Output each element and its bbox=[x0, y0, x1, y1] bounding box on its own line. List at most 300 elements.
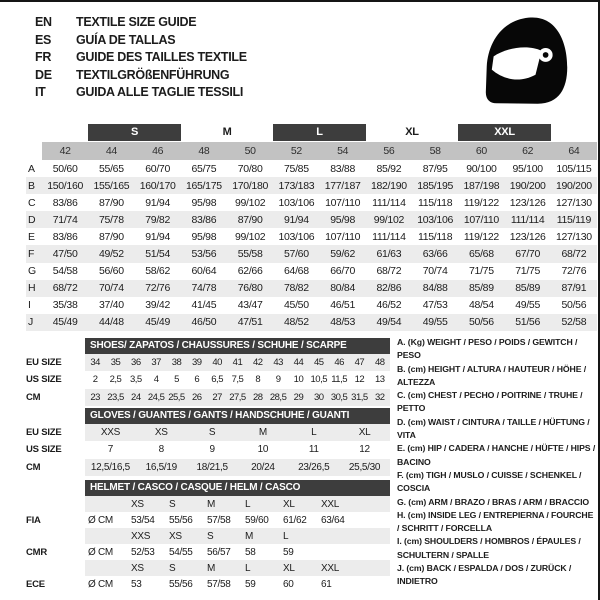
measurement-value: 173/183 bbox=[278, 179, 315, 192]
measurement-value: 85/89 bbox=[515, 282, 541, 295]
shoes-size-value: 37 bbox=[151, 357, 161, 369]
measurement-row-label: H bbox=[28, 282, 36, 295]
measurement-value: 41/45 bbox=[191, 299, 217, 312]
shoes-size-value: 6,5 bbox=[211, 374, 223, 386]
shoes-size-value: 39 bbox=[192, 357, 202, 369]
measurement-value: 170/180 bbox=[232, 179, 269, 192]
measurement-value: 45/50 bbox=[283, 299, 309, 312]
measurement-value: 55/58 bbox=[237, 248, 263, 261]
gloves-size-value: 23/26,5 bbox=[298, 461, 330, 473]
shoes-size-value: 28,5 bbox=[269, 391, 287, 403]
language-title: TEXTILGRÖßENFÜHRUNG bbox=[76, 67, 230, 82]
shoes-size-value: 27 bbox=[212, 391, 222, 403]
measurement-row bbox=[26, 194, 597, 211]
measurement-value: 70/74 bbox=[422, 265, 448, 278]
helmet-size-label: S bbox=[169, 498, 176, 510]
measurement-value: 52/58 bbox=[561, 316, 587, 329]
helmet-size-value: 53 bbox=[131, 578, 142, 590]
measurement-row bbox=[26, 160, 597, 177]
measurement-value: 115/118 bbox=[417, 196, 453, 209]
measurement-value: 85/92 bbox=[376, 162, 402, 175]
measurement-value: 103/106 bbox=[278, 230, 315, 243]
measurement-value: 83/86 bbox=[52, 196, 78, 209]
helmet-size-label: L bbox=[283, 530, 289, 542]
measurement-value: 127/130 bbox=[555, 230, 592, 243]
helmet-size-label: XXL bbox=[321, 562, 340, 574]
measurement-value: 83/86 bbox=[52, 230, 78, 243]
shoes-size-value: 13 bbox=[374, 374, 385, 386]
shoes-table-title: SHOES/ ZAPATOS / CHAUSSURES / SCHUHE / SCARPE bbox=[85, 338, 390, 354]
shoes-size-value: 43 bbox=[273, 357, 283, 369]
helmet-size-value: 54/55 bbox=[169, 546, 193, 558]
helmet-size-value: 55/56 bbox=[169, 514, 193, 526]
shoes-size-value: 5 bbox=[174, 374, 179, 386]
language-title: GUIDA ALLE TAGLIE TESSILI bbox=[76, 85, 244, 100]
gloves-size-value: 9 bbox=[209, 444, 215, 456]
measurement-row-label: B bbox=[28, 179, 35, 192]
measurement-value: 61/63 bbox=[376, 248, 402, 261]
shoes-size-value: 24,5 bbox=[147, 391, 165, 403]
measurement-row bbox=[26, 245, 597, 262]
helmet-size-row bbox=[26, 528, 390, 544]
helmet-size-value: 63/64 bbox=[321, 514, 345, 526]
measurement-value: 103/106 bbox=[278, 196, 315, 209]
measurement-value: 123/126 bbox=[509, 196, 546, 209]
measurement-row-label: G bbox=[28, 265, 36, 278]
shoes-size-value: 12 bbox=[354, 374, 365, 386]
size-number: 44 bbox=[88, 142, 134, 160]
measurement-value: 95/100 bbox=[512, 162, 543, 175]
measurement-value: 115/118 bbox=[417, 230, 453, 243]
measurement-value: 87/90 bbox=[98, 196, 124, 209]
measurement-value: 87/95 bbox=[422, 162, 448, 175]
size-number: 62 bbox=[505, 142, 551, 160]
gloves-size-value: 12,5/16,5 bbox=[90, 461, 130, 473]
measurement-value: 45/49 bbox=[52, 316, 78, 329]
language-code: EN bbox=[35, 15, 52, 29]
gloves-size-value: 10 bbox=[257, 444, 269, 456]
measurement-value: 95/98 bbox=[191, 230, 217, 243]
gloves-size-value: XL bbox=[358, 427, 371, 439]
measurement-value: 105/115 bbox=[556, 162, 592, 175]
language-list bbox=[35, 14, 247, 102]
shoes-size-value: 10 bbox=[293, 374, 304, 386]
language-code: FR bbox=[35, 50, 52, 65]
measurement-value: 49/52 bbox=[98, 248, 124, 261]
measurement-value: 111/114 bbox=[372, 230, 406, 243]
helmet-size-value: 57/58 bbox=[207, 514, 231, 526]
measurement-value: 190/200 bbox=[555, 179, 592, 192]
shoes-size-value: 8 bbox=[255, 374, 261, 386]
measurement-value: 187/198 bbox=[463, 179, 500, 192]
helmet-unit-label: Ø CM bbox=[88, 578, 113, 590]
shoes-size-value: 34 bbox=[90, 357, 100, 369]
measurement-value: 107/110 bbox=[325, 196, 361, 209]
measurement-value: 71/74 bbox=[52, 213, 78, 226]
shoes-size-value: 23 bbox=[90, 391, 100, 403]
measurement-value: 99/102 bbox=[234, 230, 266, 243]
helmet-size-label: S bbox=[207, 530, 214, 542]
helmet-size-label: M bbox=[207, 562, 216, 574]
gloves-table bbox=[26, 408, 390, 476]
measurement-value: 91/94 bbox=[145, 196, 171, 209]
measurement-value: 123/126 bbox=[509, 230, 546, 243]
helmet-size-label: XXL bbox=[321, 498, 340, 510]
size-number-row bbox=[26, 142, 597, 160]
measurement-value: 111/114 bbox=[372, 196, 406, 209]
measurement-value: 46/51 bbox=[330, 299, 356, 312]
gloves-size-value: 18/21,5 bbox=[196, 461, 228, 473]
language-row bbox=[35, 14, 247, 32]
shoes-size-value: 35 bbox=[110, 357, 121, 369]
gloves-row-label: US SIZE bbox=[26, 444, 62, 456]
measurement-value: 150/160 bbox=[47, 179, 84, 192]
measurement-value: 35/38 bbox=[52, 299, 78, 312]
size-number: 52 bbox=[273, 142, 319, 160]
shoes-size-value: 4 bbox=[153, 374, 159, 386]
gloves-size-value: 12 bbox=[359, 444, 370, 456]
measurement-value: 50/56 bbox=[468, 316, 494, 329]
measurement-value: 63/66 bbox=[422, 248, 448, 261]
measurement-value: 46/50 bbox=[191, 316, 217, 329]
main-size-table bbox=[26, 123, 597, 331]
measurement-value: 107/110 bbox=[463, 213, 499, 226]
measurement-row-label: F bbox=[28, 248, 35, 261]
size-number: 48 bbox=[181, 142, 227, 160]
measurement-value: 55/65 bbox=[98, 162, 124, 175]
legend-item: D. (cm) WAIST / CINTURA / TAILLE / HÜFTUNG / VITA bbox=[397, 416, 590, 441]
measurement-value: 48/53 bbox=[330, 316, 356, 329]
measurement-value: 80/84 bbox=[330, 282, 356, 295]
shoes-size-value: 41 bbox=[232, 357, 243, 369]
size-number: 58 bbox=[412, 142, 458, 160]
measurement-value: 68/72 bbox=[52, 282, 78, 295]
shoes-size-value: 46 bbox=[334, 357, 344, 369]
helmet-size-row bbox=[26, 496, 390, 512]
measurement-row bbox=[26, 314, 597, 331]
measurement-row-label: J bbox=[28, 316, 33, 329]
legend-item: I. (cm) SHOULDERS / HOMBROS / ÉPAULES / SCHULTERN / SPALLE bbox=[397, 536, 581, 560]
measurement-value: 60/70 bbox=[145, 162, 171, 175]
measurement-value: 68/72 bbox=[376, 265, 402, 278]
measurement-value: 51/54 bbox=[145, 248, 171, 261]
measurement-value: 79/82 bbox=[145, 213, 171, 226]
measurement-value: 47/50 bbox=[52, 248, 78, 261]
gloves-row bbox=[26, 424, 390, 441]
helmet-size-value: 59 bbox=[283, 546, 294, 558]
measurement-value: 71/75 bbox=[468, 265, 494, 278]
helmet-unit-label: Ø CM bbox=[88, 514, 113, 526]
measurement-value: 90/100 bbox=[466, 162, 497, 175]
helmet-size-value: 58 bbox=[245, 546, 256, 558]
language-row bbox=[35, 32, 247, 50]
gloves-size-value: L bbox=[311, 427, 317, 439]
measurement-value: 111/114 bbox=[510, 213, 545, 226]
legend-item: J. (cm) BACK / ESPALDA / DOS / ZURÜCK / INDIETRO bbox=[397, 563, 572, 587]
gloves-size-value: XS bbox=[154, 427, 168, 439]
measurement-row bbox=[26, 297, 597, 314]
measurement-value: 39/42 bbox=[145, 299, 171, 312]
shoes-size-value: 47 bbox=[354, 357, 365, 369]
measurement-value: 160/170 bbox=[139, 179, 176, 192]
gloves-size-value: 7 bbox=[107, 444, 114, 456]
measurement-value: 53/56 bbox=[191, 248, 217, 261]
measurement-value: 190/200 bbox=[509, 179, 546, 192]
shoes-size-value: 48 bbox=[374, 357, 385, 369]
legend-item: C. (cm) CHEST / PECHO / POITRINE / TRUHE / PETTO bbox=[397, 390, 583, 414]
size-band-m: M bbox=[222, 126, 232, 138]
helmet-size-label: M bbox=[245, 530, 254, 542]
helmet-size-value: 61/62 bbox=[283, 514, 307, 526]
measurement-value: 107/110 bbox=[325, 230, 361, 243]
shoes-size-value: 24 bbox=[131, 391, 141, 403]
measurement-value: 64/68 bbox=[283, 265, 309, 278]
measurement-value: 67/70 bbox=[515, 248, 541, 261]
shoes-size-value: 27,5 bbox=[229, 391, 246, 403]
shoes-size-value: 42 bbox=[253, 357, 263, 369]
shoes-size-value: 9 bbox=[275, 374, 281, 386]
shoes-row-label: US SIZE bbox=[26, 374, 62, 386]
gloves-size-value: 20/24 bbox=[251, 461, 275, 473]
helmet-size-label: M bbox=[207, 498, 216, 510]
size-band-xxl: XXL bbox=[458, 124, 551, 141]
gloves-table-title: GLOVES / GUANTES / GANTS / HANDSCHUHE / GUANTI bbox=[85, 408, 390, 424]
measurement-value: 65/75 bbox=[191, 162, 217, 175]
gloves-row bbox=[26, 441, 390, 458]
gloves-row-label: EU SIZE bbox=[26, 427, 62, 439]
gloves-size-value: 16,5/19 bbox=[145, 461, 177, 473]
language-row bbox=[35, 49, 247, 67]
helmet-size-value: 60 bbox=[283, 578, 294, 590]
measurement-row bbox=[26, 263, 597, 280]
legend-item: F. (cm) TIGH / MUSLO / CUISSE / SCHENKEL / COSCIA bbox=[397, 469, 582, 494]
measurement-row-label: A bbox=[28, 162, 35, 175]
measurement-value: 45/49 bbox=[145, 316, 171, 329]
measurement-value: 76/80 bbox=[237, 282, 263, 295]
size-band-l: L bbox=[273, 124, 366, 141]
shoes-row bbox=[26, 371, 390, 388]
helmet-standard-label: ECE bbox=[26, 578, 45, 590]
helmet-size-value: 53/54 bbox=[131, 514, 155, 526]
measurement-value: 99/102 bbox=[234, 196, 266, 209]
helmet-value-row bbox=[26, 544, 390, 560]
measurement-value: 49/54 bbox=[376, 316, 402, 329]
helmet-size-label: XS bbox=[131, 562, 144, 574]
racing-helmet-icon bbox=[478, 14, 570, 106]
gloves-size-value: M bbox=[258, 427, 267, 439]
shoes-size-value: 36 bbox=[131, 357, 141, 369]
helmet-size-value: 59 bbox=[245, 578, 256, 590]
measurement-value: 119/122 bbox=[463, 196, 499, 209]
measurement-value: 84/88 bbox=[422, 282, 448, 295]
shoes-row-label: CM bbox=[26, 391, 41, 403]
helmet-size-label: XL bbox=[283, 562, 295, 574]
measurement-value: 72/76 bbox=[561, 265, 587, 278]
size-number: 50 bbox=[227, 142, 273, 160]
helmet-size-value: 56/57 bbox=[207, 546, 231, 558]
measurement-value: 44/48 bbox=[98, 316, 124, 329]
language-code: DE bbox=[35, 67, 52, 82]
gloves-size-value: 25,5/30 bbox=[348, 461, 381, 473]
size-number: 46 bbox=[135, 142, 181, 160]
gloves-row bbox=[26, 459, 390, 476]
language-title: GUÍA DE TALLAS bbox=[76, 32, 176, 47]
language-title: GUIDE DES TAILLES TEXTILE bbox=[76, 50, 247, 65]
size-number: 42 bbox=[42, 142, 88, 160]
measurement-value: 60/64 bbox=[191, 265, 217, 278]
measurement-value: 87/90 bbox=[237, 213, 263, 226]
measurement-value: 56/60 bbox=[98, 265, 124, 278]
measurement-value: 54/58 bbox=[52, 265, 78, 278]
measurement-value: 83/88 bbox=[330, 162, 356, 175]
shoes-size-value: 29 bbox=[293, 391, 304, 403]
size-band-xl: XL bbox=[405, 126, 419, 138]
measurement-value: 91/94 bbox=[145, 230, 171, 243]
shoes-size-value: 40 bbox=[212, 357, 222, 369]
helmet-standard-label: FIA bbox=[26, 514, 41, 526]
helmet-size-label: XS bbox=[169, 530, 182, 542]
measurement-value: 71/75 bbox=[515, 265, 541, 278]
measurement-value: 65/68 bbox=[468, 248, 494, 261]
helmet-size-row bbox=[26, 560, 390, 576]
measurement-value: 70/80 bbox=[237, 162, 263, 175]
shoes-size-value: 28 bbox=[253, 391, 263, 403]
measurement-row bbox=[26, 228, 597, 245]
helmet-size-value: 52/53 bbox=[131, 546, 155, 558]
shoes-size-value: 2 bbox=[92, 374, 98, 386]
gloves-row-label: CM bbox=[26, 461, 41, 473]
legend-item: G. (cm) ARM / BRAZO / BRAS / ARM / BRACCIO bbox=[397, 496, 590, 507]
gloves-size-value: 8 bbox=[158, 444, 164, 456]
language-row bbox=[35, 84, 247, 102]
measurement-value: 75/85 bbox=[283, 162, 309, 175]
helmet-size-value: 55/56 bbox=[169, 578, 193, 590]
measurement-value: 66/70 bbox=[330, 265, 356, 278]
measurement-value: 47/51 bbox=[237, 316, 263, 329]
measurement-value: 82/86 bbox=[376, 282, 402, 295]
measurement-value: 91/94 bbox=[283, 213, 309, 226]
measurement-value: 49/55 bbox=[515, 299, 541, 312]
measurement-value: 87/90 bbox=[98, 230, 124, 243]
helmet-size-label: L bbox=[245, 562, 251, 574]
shoes-size-value: 3,5 bbox=[129, 374, 142, 386]
measurement-value: 119/122 bbox=[463, 230, 499, 243]
shoes-size-value: 44 bbox=[293, 357, 304, 369]
legend-item: B. (cm) HEIGHT / ALTURA / HAUTEUR / HÖHE / ALTEZZA bbox=[397, 363, 587, 387]
shoes-size-value: 11,5 bbox=[331, 374, 347, 386]
measurement-value: 185/195 bbox=[417, 179, 454, 192]
legend-item: E. (cm) HIP / CADERA / HANCHE / HÜFTE / HIPS / BACINO bbox=[397, 443, 596, 467]
helmet-unit-label: Ø CM bbox=[88, 546, 113, 558]
shoes-size-value: 38 bbox=[171, 357, 182, 369]
shoes-size-value: 10,5 bbox=[310, 374, 328, 386]
measurement-value: 182/190 bbox=[370, 179, 407, 192]
shoes-row bbox=[26, 354, 390, 371]
legend-item: H. (cm) INSIDE LEG / ENTREPIERNA / FOURCHE / SCHRITT / FORCELLA bbox=[397, 509, 594, 534]
measurement-value: 58/62 bbox=[145, 265, 171, 278]
measurement-value: 78/82 bbox=[283, 282, 309, 295]
measurement-value: 74/78 bbox=[191, 282, 217, 295]
measurement-value: 59/62 bbox=[330, 248, 356, 261]
size-band-row bbox=[26, 123, 597, 142]
shoes-size-value: 30,5 bbox=[330, 391, 348, 403]
measurement-value: 62/66 bbox=[237, 265, 263, 278]
measurement-value: 127/130 bbox=[555, 196, 592, 209]
measurement-value: 95/98 bbox=[191, 196, 217, 209]
shoes-size-value: 25,5 bbox=[168, 391, 185, 403]
shoes-size-value: 26 bbox=[192, 391, 202, 403]
language-row bbox=[35, 67, 247, 85]
measurement-value: 47/53 bbox=[422, 299, 448, 312]
helmet-size-value: 61 bbox=[321, 578, 332, 590]
helmet-size-label: XL bbox=[283, 498, 295, 510]
size-band-s: S bbox=[88, 124, 181, 141]
shoes-size-value: 45 bbox=[313, 357, 324, 369]
shoes-size-value: 30 bbox=[313, 391, 324, 403]
measurement-value: 68/72 bbox=[561, 248, 587, 261]
measurement-row-label: I bbox=[28, 299, 31, 312]
measurement-value: 46/52 bbox=[376, 299, 402, 312]
helmet-size-label: S bbox=[169, 562, 176, 574]
measurement-value: 99/102 bbox=[373, 213, 405, 226]
legend-item: A. (Kg) WEIGHT / PESO / POIDS / GEWITCH / PESO bbox=[397, 337, 578, 361]
measurement-row-label: E bbox=[28, 230, 35, 243]
shoes-row-label: EU SIZE bbox=[26, 357, 62, 369]
helmet-size-label: XS bbox=[131, 498, 144, 510]
helmet-size-value: 57/58 bbox=[207, 578, 231, 590]
shoes-size-value: 7,5 bbox=[231, 374, 244, 386]
size-number: 56 bbox=[366, 142, 412, 160]
shoes-size-value: 32 bbox=[374, 391, 385, 403]
helmet-size-value: 59/60 bbox=[245, 514, 269, 526]
measurement-row bbox=[26, 280, 597, 297]
helmet-size-label: L bbox=[245, 498, 251, 510]
helmet-size-label: XXS bbox=[131, 530, 151, 542]
helmet-table-title: HELMET / CASCO / CASQUE / HELM / CASCO bbox=[85, 480, 390, 496]
measurement-value: 75/78 bbox=[98, 213, 124, 226]
measurement-row bbox=[26, 211, 597, 228]
measurement-value: 87/91 bbox=[561, 282, 587, 295]
measurement-value: 43/47 bbox=[237, 299, 263, 312]
measurement-value: 83/86 bbox=[191, 213, 217, 226]
helmet-table bbox=[26, 480, 390, 592]
measurement-rows bbox=[26, 160, 597, 331]
measurement-value: 165/175 bbox=[185, 179, 222, 192]
measurement-value: 50/60 bbox=[52, 162, 78, 175]
measurement-value: 95/98 bbox=[330, 213, 356, 226]
measurement-value: 49/55 bbox=[422, 316, 448, 329]
measurement-row-label: C bbox=[28, 196, 36, 209]
shoes-size-value: 23,5 bbox=[107, 391, 124, 403]
measurement-value: 72/76 bbox=[145, 282, 171, 295]
shoes-row bbox=[26, 389, 390, 406]
shoes-size-value: 6 bbox=[194, 374, 200, 386]
size-number: 64 bbox=[551, 142, 597, 160]
shoes-table bbox=[26, 338, 390, 406]
measurement-row-label: D bbox=[28, 213, 36, 226]
language-code: IT bbox=[35, 85, 46, 100]
gloves-size-value: XXS bbox=[100, 427, 120, 439]
measurement-value: 48/54 bbox=[468, 299, 494, 312]
size-number: 60 bbox=[458, 142, 504, 160]
measurement-value: 70/74 bbox=[98, 282, 124, 295]
size-number: 54 bbox=[320, 142, 366, 160]
measurement-value: 37/40 bbox=[98, 299, 124, 312]
measurement-value: 57/60 bbox=[283, 248, 309, 261]
measurement-value: 115/119 bbox=[556, 213, 592, 226]
measurement-legend bbox=[397, 336, 597, 589]
measurement-value: 103/106 bbox=[417, 213, 454, 226]
